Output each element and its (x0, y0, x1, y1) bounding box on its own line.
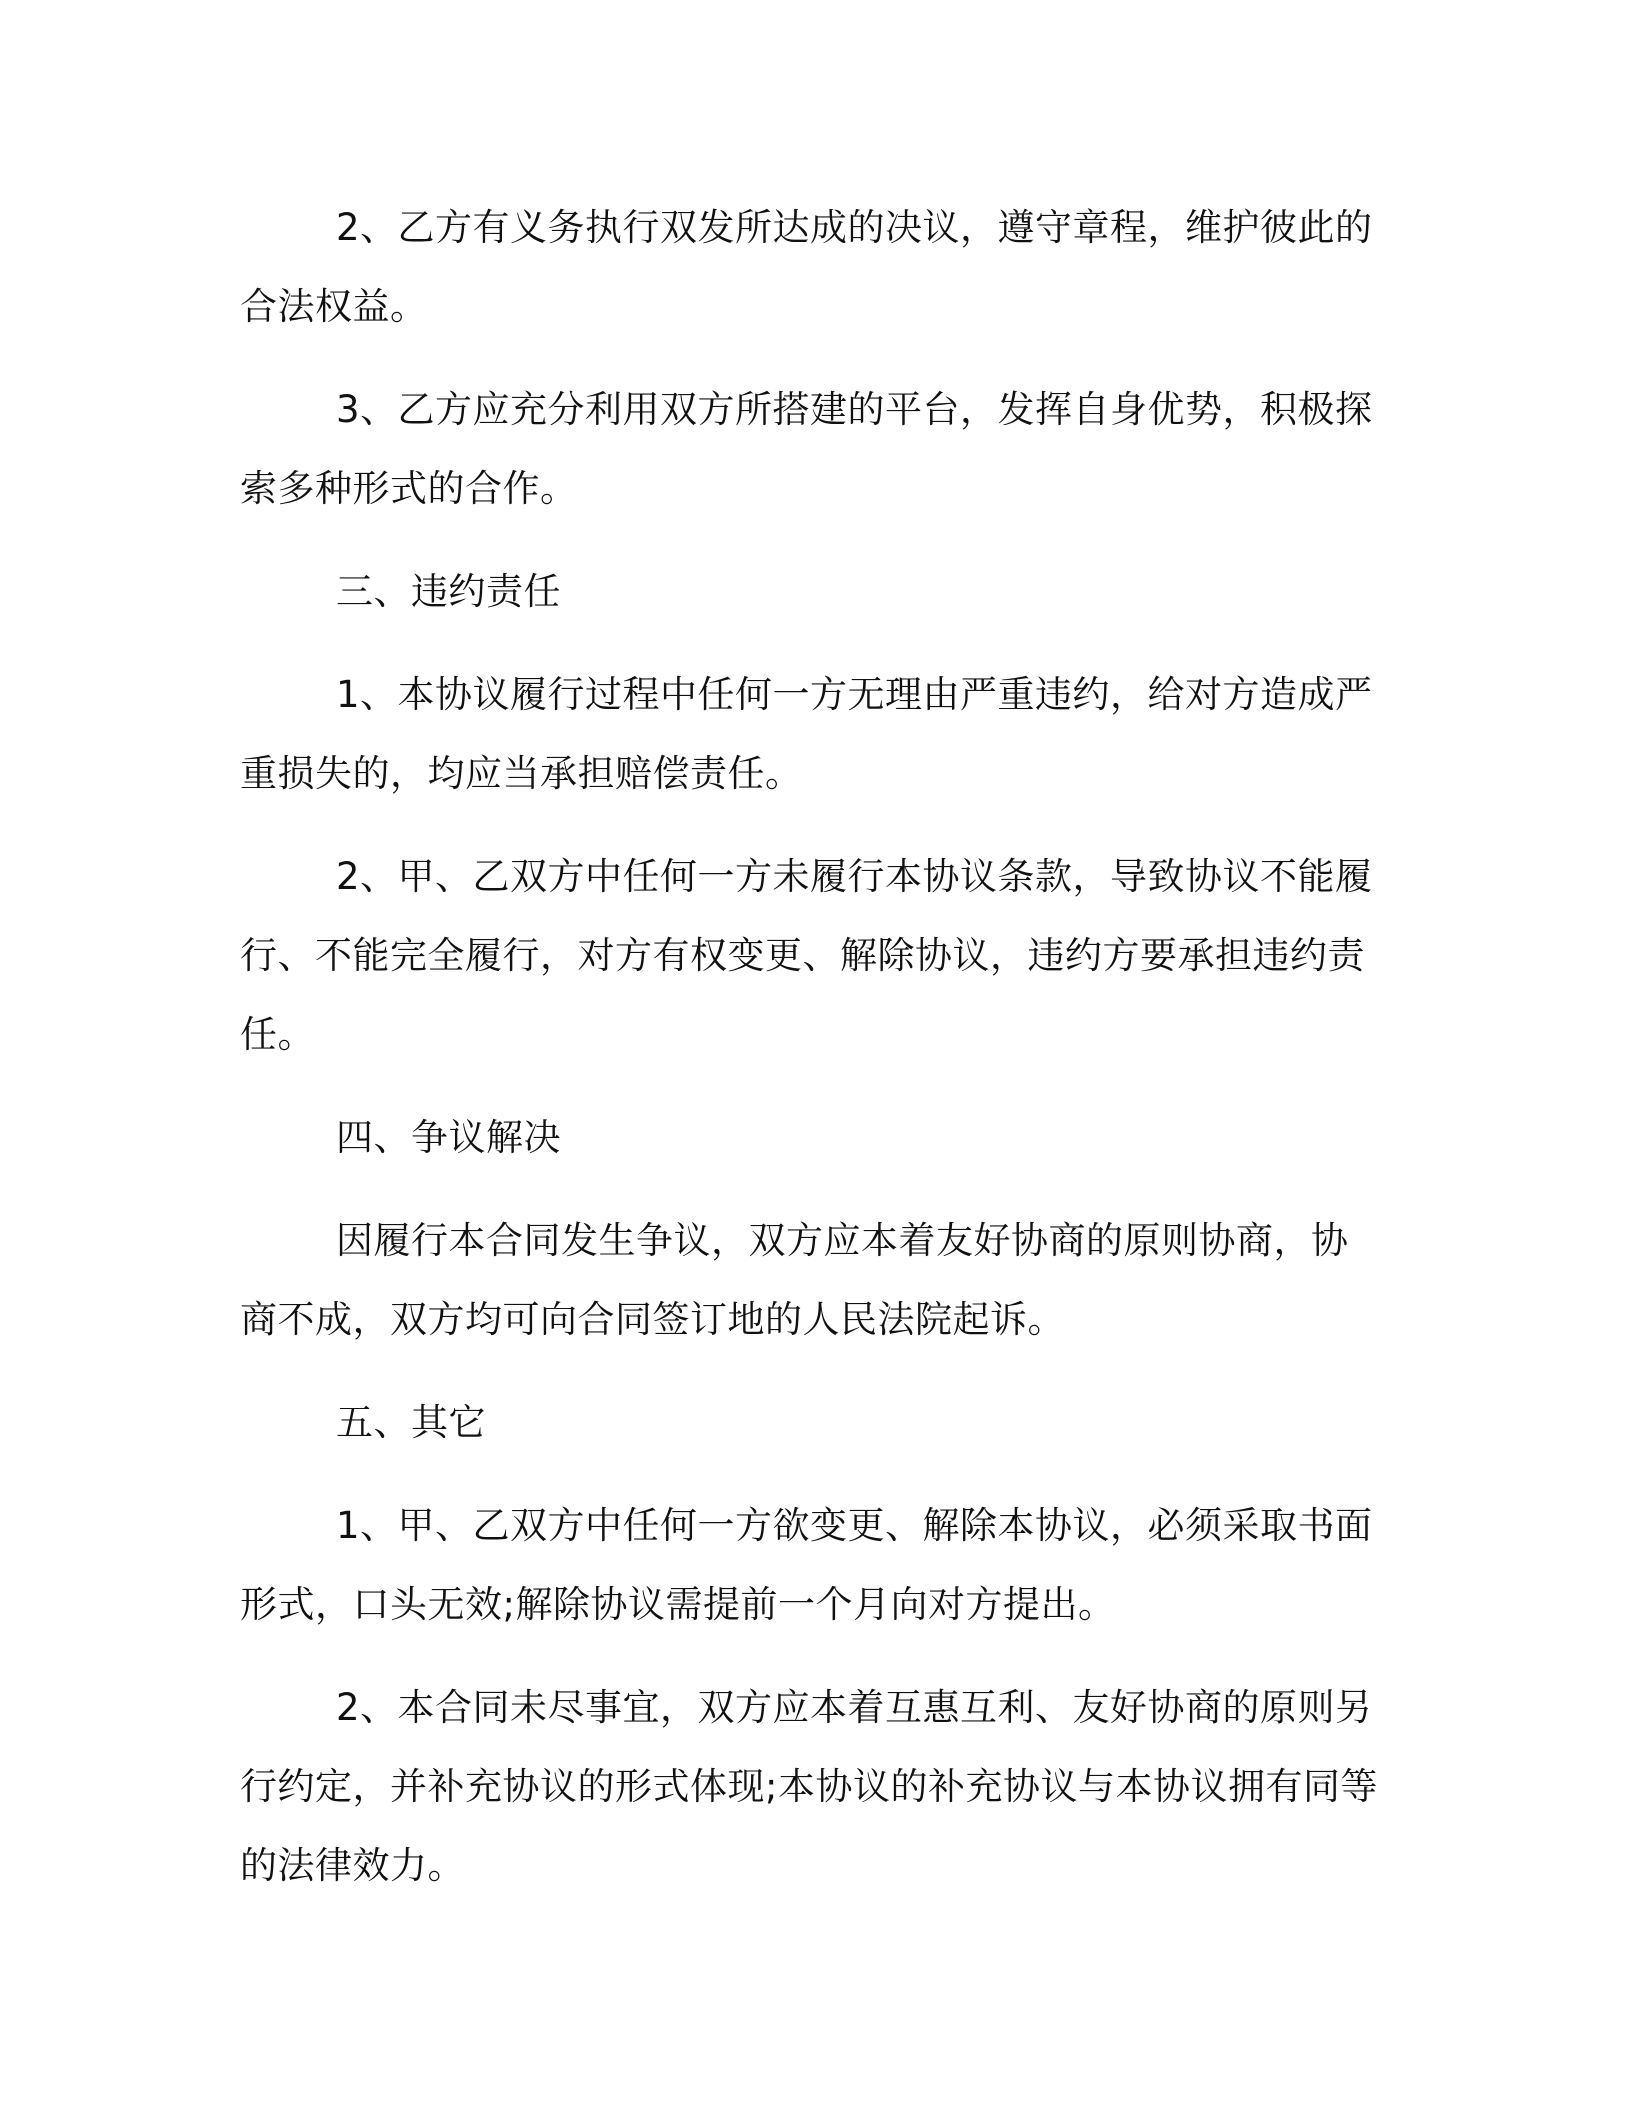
clause-breach-1: 1、本协议履行过程中任何一方无理由严重违约，给对方造成严重损失的，均应当承担赔偿责任。 (240, 673, 1373, 795)
clause-other-2: 2、本合同未尽事宜，双方应本着互惠互利、友好协商的原则另行约定，并补充协议的形式体现;本协议的补充协议与本协议拥有同等的法律效力。 (240, 1686, 1378, 1887)
section-heading-dispute: 四、争议解决 (336, 1116, 561, 1159)
clause-3-cooperation: 3、乙方应充分利用双方所搭建的平台，发挥自身优势，积极探索多种形式的合作。 (240, 388, 1373, 510)
document-body (240, 188, 1380, 1929)
clause-dispute: 因履行本合同发生争议，双方应本着友好协商的原则协商，协商不成，双方均可向合同签订地的人民法院起诉。 (240, 1219, 1349, 1341)
clause-2-obligation: 2、乙方有义务执行双发所达成的决议，遵守章程，维护彼此的合法权益。 (240, 206, 1373, 328)
clause-breach-2: 2、甲、乙双方中任何一方未履行本协议条款，导致协议不能履行、不能完全履行，对方有权变更、解除协议，违约方要承担违约责任。 (240, 855, 1373, 1056)
clause-other-1: 1、甲、乙双方中任何一方欲变更、解除本协议，必须采取书面形式，口头无效;解除协议需提前一个月向对方提出。 (240, 1504, 1373, 1626)
section-heading-breach: 三、违约责任 (336, 570, 561, 613)
section-heading-other: 五、其它 (336, 1401, 486, 1444)
